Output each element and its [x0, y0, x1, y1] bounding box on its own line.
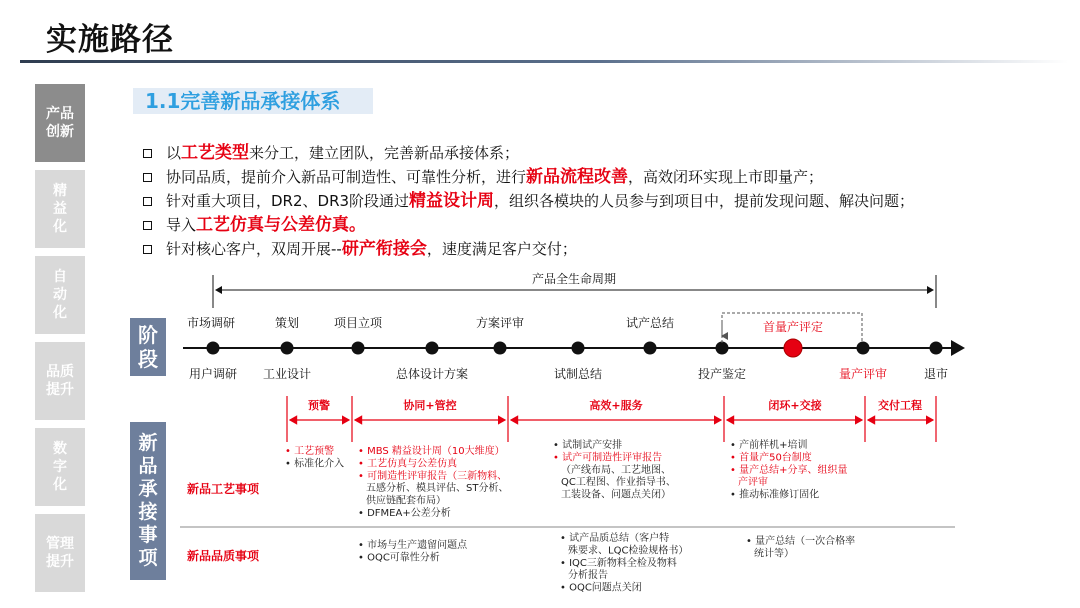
lifecycle-label: 产品全生命周期 — [531, 272, 617, 286]
stage-top-label: 试产总结 — [625, 316, 675, 330]
milestone-dot — [352, 342, 365, 355]
bullet-highlight: 精益设计周 — [409, 191, 495, 211]
milestone-dot — [716, 342, 729, 355]
milestone-highlight-dot — [784, 339, 802, 357]
stage-label: 阶 段 — [130, 318, 166, 376]
milestone-dot — [426, 342, 439, 355]
process-item: • 工艺预警 — [285, 446, 335, 457]
bullet-text: ，组织各模块的人员参与到项目中，提前发现问题、解决问题； — [494, 192, 915, 210]
sidebar-item-management[interactable]: 管理 提升 — [35, 514, 85, 592]
quality-item: • 量产总结（一次合格率 — [746, 536, 856, 547]
process-item: 供应链配套布局） — [366, 495, 446, 507]
section-title-text: 1.1完善新品承接体系 — [145, 89, 341, 113]
quality-item: • IQC三新物料全检及物料 — [560, 557, 677, 569]
sidebar-item-lean[interactable]: 精 益 化 — [35, 170, 85, 248]
bullet-text: ，速度满足客户交付； — [426, 240, 577, 258]
bullet-text: 针对重大项目，DR2、DR3阶段通过 — [166, 192, 410, 210]
phase-label: 协同+管控 — [403, 399, 457, 412]
process-item: QC工程图、作业指导书、 — [561, 477, 676, 489]
row-label-process: 新品工艺事项 — [187, 482, 260, 496]
phase-label: 高效+服务 — [589, 399, 643, 412]
process-item: • 工艺仿真与公差仿真 — [358, 458, 458, 470]
quality-item: • OQC问题点关闭 — [560, 582, 642, 594]
process-item: • 产前样机+培训 — [730, 440, 808, 451]
bullet-highlight: 研产衔接会 — [341, 239, 427, 259]
milestone-dot — [281, 342, 294, 355]
milestone-dot — [207, 342, 220, 355]
quality-item: • OQC可靠性分析 — [358, 552, 440, 564]
bullet-text: ，高效闭环实现上市即量产； — [628, 168, 824, 186]
stage-bottom-label: 量产评审 — [838, 367, 888, 381]
milestone-dot — [572, 342, 585, 355]
bullet-text: 协同品质，提前介入新品可制造性、可靠性分析，进行 — [166, 168, 527, 186]
phase-label: 预警 — [308, 399, 330, 412]
bullet-text: 针对核心客户，双周开展-- — [166, 240, 342, 258]
process-item: 工装设备、问题点关闭） — [561, 489, 671, 501]
process-item: 五感分析、模具评估、ST分析、 — [366, 483, 509, 495]
row-label-quality: 新品品质事项 — [187, 549, 260, 563]
bullet-highlight: 工艺仿真与公差仿真。 — [196, 215, 367, 235]
stage-bottom-label: 工业设计 — [262, 367, 312, 381]
stage-bottom-label: 总体设计方案 — [395, 367, 469, 381]
stage-top-label: 策划 — [274, 316, 300, 330]
item-lists — [285, 438, 855, 594]
process-item: • MBS 精益设计周（10大维度） — [358, 446, 505, 457]
process-item: • 首量产50台制度 — [730, 452, 812, 464]
process-item: （产线布局、工艺地图、 — [561, 464, 671, 476]
process-item: 产评审 — [738, 477, 768, 489]
sidebar-item-quality[interactable]: 品质 提升 — [35, 342, 85, 420]
phase-label: 闭环+交接 — [768, 399, 822, 412]
sidebar-item-digital[interactable]: 数 字 化 — [35, 428, 85, 506]
milestone-dot — [494, 342, 507, 355]
bullet-highlight: 工艺类型 — [181, 143, 250, 163]
stage-bottom-label: 试制总结 — [553, 367, 603, 381]
quality-item: 分析报告 — [568, 570, 608, 582]
milestone-dot — [644, 342, 657, 355]
items-label: 新 品 承 接 事 项 — [130, 422, 166, 580]
stage-top-label: 方案评审 — [475, 316, 525, 330]
quality-item: 统计等） — [754, 548, 794, 560]
process-item: • 试制试产安排 — [553, 440, 623, 451]
process-item: • 试产可制造性评审报告 — [553, 452, 663, 464]
milestone-dot — [857, 342, 870, 355]
stage-top-label: 项目立项 — [333, 316, 383, 330]
bullet-text: 以 — [166, 144, 182, 162]
first-production-review-label: 首量产评定 — [762, 320, 824, 334]
stage-bottom-label: 投产鉴定 — [697, 367, 747, 381]
quality-item: • 市场与生产遗留问题点 — [358, 540, 468, 551]
process-item: • 量产总结+分享、组织量 — [730, 464, 848, 476]
bullet-text: 来分工，建立团队，完善新品承接体系； — [249, 144, 520, 162]
bullet-highlight: 新品流程改善 — [526, 167, 629, 187]
stage-bottom-label: 退市 — [923, 367, 949, 381]
process-item: • 标准化介入 — [285, 458, 345, 470]
stage-top-label: 市场调研 — [186, 316, 236, 330]
stage-bottom-label: 用户调研 — [188, 367, 238, 381]
bullet-text: 导入 — [166, 216, 197, 234]
quality-item: • 试产品质总结（客户特 — [560, 533, 670, 544]
sidebar-item-automation[interactable]: 自 动 化 — [35, 256, 85, 334]
quality-item: 殊要求、LQC检验规格书） — [568, 545, 689, 557]
process-item: • 可制造性评审报告（三新物料、 — [358, 470, 508, 482]
process-item: • 推动标准修订固化 — [730, 489, 820, 501]
page-title: 实施路径 — [46, 22, 174, 58]
phase-label: 交付工程 — [878, 399, 922, 412]
process-item: • DFMEA+公差分析 — [358, 508, 451, 519]
sidebar-item-product-innovation[interactable]: 产品 创新 — [35, 84, 85, 162]
milestone-dot — [930, 342, 943, 355]
